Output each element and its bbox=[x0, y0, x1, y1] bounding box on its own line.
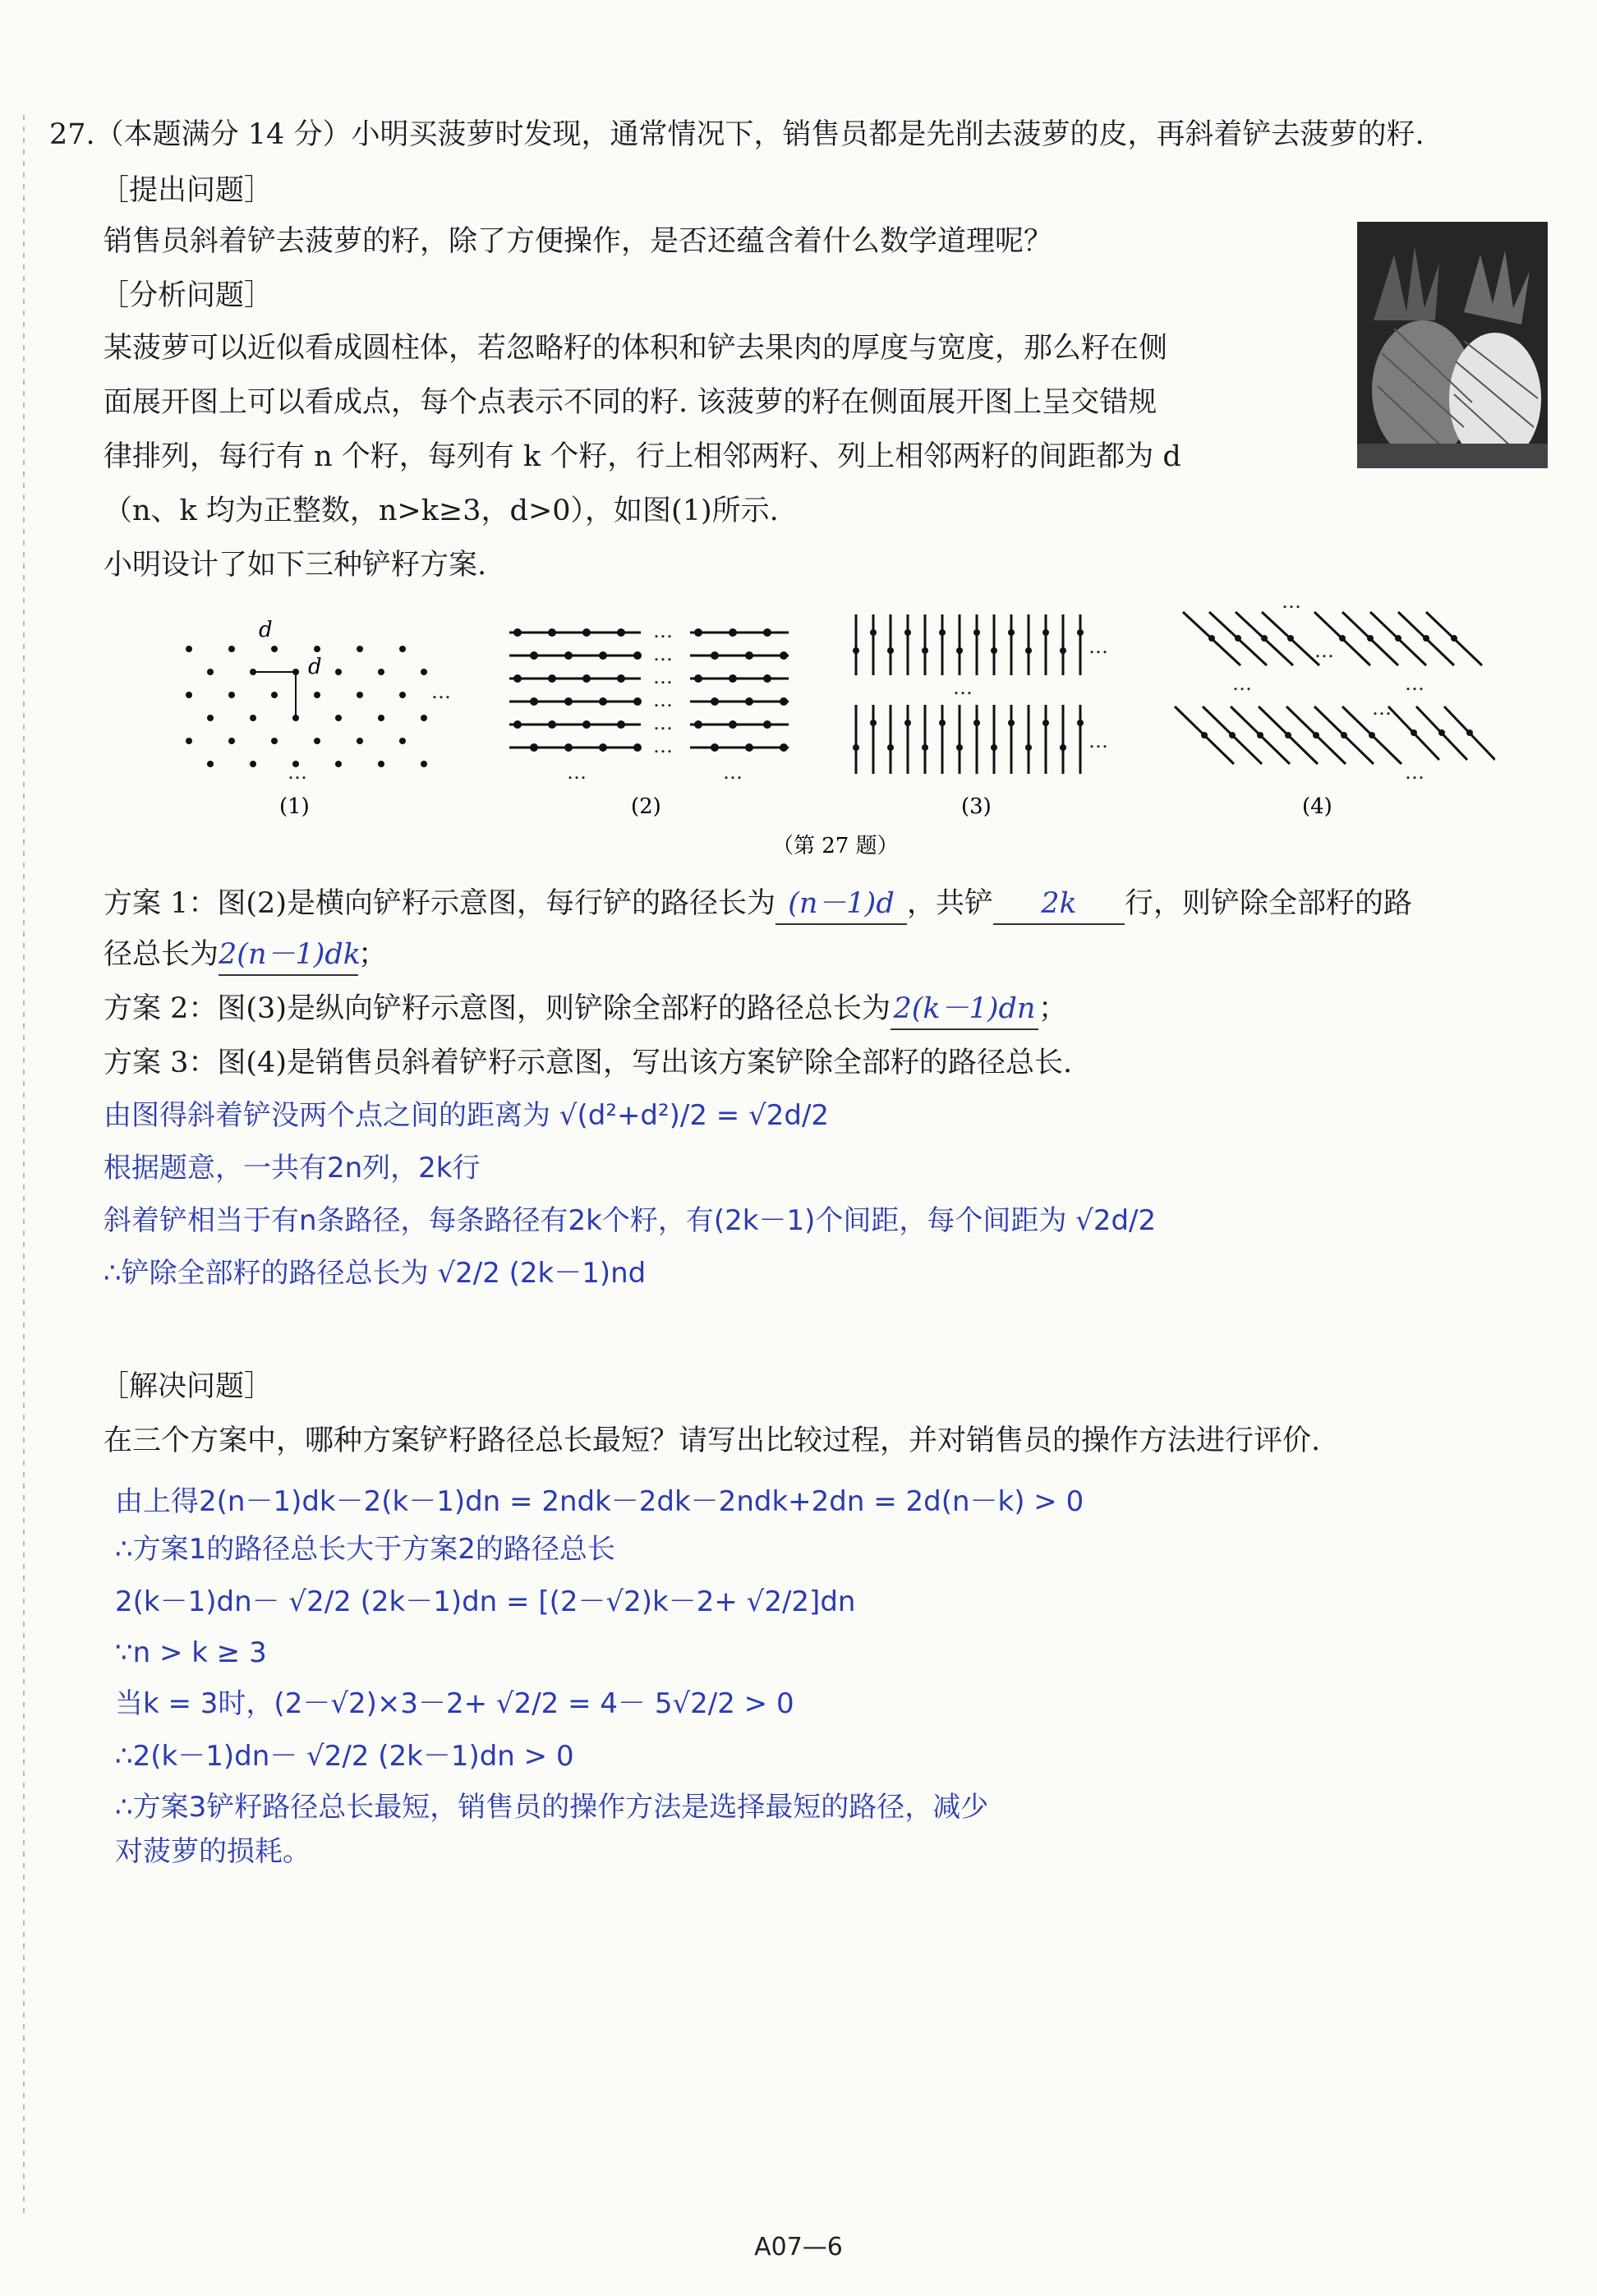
figure-3-vertical-paths bbox=[853, 614, 1108, 774]
analysis-line-4: （n、k 均为正整数，n>k≥3，d>0），如图(1)所示. bbox=[104, 495, 779, 527]
seed-dot bbox=[939, 629, 946, 636]
seed-dot bbox=[399, 646, 406, 652]
seed-dot bbox=[1201, 732, 1208, 738]
seed-dot bbox=[991, 647, 997, 654]
fig4-ellipsis: … bbox=[1405, 761, 1424, 784]
seed-dot bbox=[763, 674, 771, 683]
plan-1-line bbox=[104, 884, 1412, 925]
answer-3-line-2: 根据题意，一共有2n列，2k行 bbox=[104, 1152, 481, 1185]
solve-question: 在三个方案中，哪种方案铲籽路径总长最短？请写出比较过程，并对销售员的操作方法进行评价. bbox=[104, 1424, 1321, 1457]
seed-dot bbox=[956, 647, 963, 654]
seed-dot bbox=[729, 674, 737, 683]
fig2-ellipsis: … bbox=[653, 642, 673, 665]
seed-dot bbox=[694, 720, 702, 729]
seed-dot bbox=[780, 743, 788, 752]
seed-dot bbox=[887, 647, 894, 654]
seed-dot bbox=[1285, 732, 1291, 738]
seed-dot bbox=[250, 715, 256, 721]
plan-1-blank-path-length: (n－1)d bbox=[775, 884, 907, 925]
fig3-ellipsis: … bbox=[1088, 635, 1108, 658]
seed-dot bbox=[357, 692, 363, 698]
seed-dot bbox=[207, 761, 214, 767]
seed-dot bbox=[991, 744, 997, 751]
analysis-line-1: 某菠萝可以近似看成圆柱体，若忽略籽的体积和铲去果肉的厚度与宽度，那么籽在侧 bbox=[104, 332, 1168, 365]
seed-dot bbox=[1261, 635, 1268, 642]
plan-2-line bbox=[104, 989, 1067, 1030]
seed-dot bbox=[1077, 720, 1084, 726]
analysis-line-3: 律排列，每行有 n 个籽，每列有 k 个籽，行上相邻两籽、列上相邻两籽的间距都为 d bbox=[104, 440, 1181, 473]
seed-dot bbox=[745, 743, 753, 752]
seed-dot bbox=[530, 651, 538, 660]
seed-dot bbox=[228, 692, 235, 698]
answer-3-line-4: ∴铲除全部籽的路径总长为 √2/2 (2k－1)nd bbox=[104, 1257, 647, 1290]
seed-dot bbox=[564, 743, 573, 752]
page-number: A07—6 bbox=[754, 2233, 843, 2261]
seed-dot bbox=[186, 646, 192, 652]
seed-dot bbox=[1235, 635, 1241, 642]
seed-dot bbox=[1411, 729, 1417, 736]
seed-dot bbox=[357, 738, 363, 744]
fig2-ellipsis: … bbox=[653, 619, 673, 642]
seed-dot bbox=[513, 720, 522, 729]
answer-3-line-1: 由图得斜着铲没两个点之间的距离为 √(d²+d²)/2 = √2d/2 bbox=[104, 1099, 830, 1132]
seed-dot bbox=[548, 628, 556, 637]
seed-dot bbox=[617, 628, 625, 637]
seed-dot bbox=[1423, 635, 1429, 642]
seed-dot bbox=[271, 646, 278, 652]
plan-1-text-b: ，共铲 bbox=[906, 887, 993, 920]
answer-4-line-8: 对菠萝的损耗。 bbox=[115, 1835, 311, 1868]
seed-dot bbox=[973, 720, 980, 726]
fig1-ellipsis-bottom: … bbox=[288, 761, 307, 784]
seed-dot bbox=[1313, 732, 1319, 738]
seed-dot bbox=[530, 743, 538, 752]
fig2-ellipsis-bottom: … bbox=[723, 761, 743, 784]
seed-dot bbox=[378, 715, 384, 721]
plan-1-text-a: 方案 1：图(2)是横向铲籽示意图，每行铲的路径长为 bbox=[104, 887, 775, 920]
binding-margin-line bbox=[23, 115, 25, 2218]
seed-dot bbox=[939, 720, 946, 726]
seed-dot bbox=[582, 628, 591, 637]
answer-4-line-1: 由上得2(n－1)dk－2(k－1)dn = 2ndk－2dk－2ndk+2dn = 2d(n－k) > 0 bbox=[115, 1485, 1084, 1518]
fig2-ellipsis: … bbox=[653, 734, 673, 757]
seed-dot bbox=[1229, 732, 1236, 738]
seed-dot bbox=[780, 697, 788, 706]
seed-dot bbox=[186, 738, 192, 744]
seed-dot bbox=[1451, 635, 1457, 642]
seed-dot bbox=[763, 720, 771, 729]
seed-dot bbox=[378, 669, 384, 675]
fig2-ellipsis: … bbox=[653, 688, 673, 711]
seed-dot bbox=[582, 674, 591, 683]
seed-dot bbox=[564, 651, 573, 660]
seed-dot bbox=[250, 761, 256, 767]
seed-dot bbox=[599, 651, 607, 660]
fig4-ellipsis: … bbox=[1232, 672, 1252, 695]
fig2-ellipsis: … bbox=[653, 711, 673, 734]
seed-dot bbox=[271, 738, 278, 744]
fig2-ellipsis-bottom: … bbox=[567, 761, 587, 784]
seed-dot bbox=[1466, 729, 1473, 736]
seed-dot bbox=[1008, 629, 1015, 636]
fig-caption-3: (3) bbox=[961, 794, 992, 819]
section-title-solve: ［解决问题］ bbox=[100, 1370, 274, 1403]
figure-2-horizontal-paths bbox=[509, 619, 789, 784]
seed-dot bbox=[314, 738, 320, 744]
seed-dot bbox=[399, 738, 406, 744]
seed-dot bbox=[548, 674, 556, 683]
fig1-label-d-vertical: d bbox=[308, 655, 322, 679]
seed-dot bbox=[745, 697, 753, 706]
plan-3-line: 方案 3：图(4)是销售员斜着铲籽示意图，写出该方案铲除全部籽的路径总长. bbox=[104, 1047, 1073, 1079]
seed-dot bbox=[853, 647, 859, 654]
seed-dot bbox=[186, 692, 192, 698]
seed-dot bbox=[314, 692, 320, 698]
seed-dot bbox=[228, 646, 235, 652]
seed-dot bbox=[1257, 732, 1263, 738]
seed-dot bbox=[617, 720, 625, 729]
seed-dot bbox=[922, 744, 928, 751]
plan-1-text-d: 径总长为 bbox=[104, 938, 219, 971]
seed-dot bbox=[694, 674, 702, 683]
seed-dot bbox=[207, 669, 214, 675]
seed-dot bbox=[617, 674, 625, 683]
plan-1-text-e: ； bbox=[358, 938, 388, 971]
fig4-ellipsis: … bbox=[1405, 672, 1424, 695]
answer-4-line-2: ∴方案1的路径总长大于方案2的路径总长 bbox=[115, 1533, 615, 1566]
seed-dot bbox=[711, 697, 719, 706]
seed-dot bbox=[870, 720, 877, 726]
seed-dot bbox=[1077, 629, 1084, 636]
plan-1-line-2 bbox=[104, 935, 387, 976]
seed-dot bbox=[633, 697, 642, 706]
seed-dot bbox=[956, 744, 963, 751]
seed-dot bbox=[745, 651, 753, 660]
seed-dot bbox=[228, 738, 235, 744]
fig2-ellipsis: … bbox=[653, 665, 673, 688]
seed-dot bbox=[1395, 635, 1401, 642]
seed-dot bbox=[207, 715, 214, 721]
seed-dot bbox=[1060, 744, 1066, 751]
fig3-ellipsis: … bbox=[1088, 729, 1108, 752]
fig-caption-4: (4) bbox=[1302, 794, 1332, 819]
fig-caption-2: (2) bbox=[631, 794, 661, 819]
seed-dot bbox=[973, 629, 980, 636]
fig1-label-d-horizontal: d bbox=[259, 618, 273, 642]
problem-intro: 27.（本题满分 14 分）小明买菠萝时发现，通常情况下，销售员都是先削去菠萝的皮，再斜着铲去菠萝的籽. bbox=[49, 118, 1424, 151]
figure-4-diagonal-paths bbox=[1175, 591, 1495, 784]
plan-1-text-c: 行，则铲除全部籽的路 bbox=[1125, 887, 1413, 920]
question-text: 销售员斜着铲去菠萝的籽，除了方便操作，是否还蕴含着什么数学道理呢？ bbox=[104, 225, 1053, 258]
seed-dot bbox=[729, 720, 737, 729]
seed-dot bbox=[1287, 635, 1294, 642]
seed-dot bbox=[271, 692, 278, 698]
pineapple-photo bbox=[1357, 222, 1548, 468]
fig-caption-1: (1) bbox=[279, 794, 310, 819]
seed-dot bbox=[513, 674, 522, 683]
section-title-analyze: ［分析问题］ bbox=[100, 279, 274, 312]
seed-dot bbox=[1438, 729, 1445, 736]
section-title-raise: ［提出问题］ bbox=[100, 174, 274, 207]
seed-dot bbox=[1042, 629, 1049, 636]
fig3-ellipsis-middle: … bbox=[953, 676, 973, 699]
seed-dot bbox=[335, 669, 342, 675]
seed-dot bbox=[1025, 647, 1032, 654]
seed-dot bbox=[1369, 732, 1375, 738]
plan-2-text-b: ； bbox=[1038, 992, 1067, 1025]
seed-dot bbox=[582, 720, 591, 729]
seed-dot bbox=[548, 720, 556, 729]
seed-dot bbox=[1042, 720, 1049, 726]
seed-dot bbox=[870, 629, 877, 636]
seed-dot bbox=[1367, 635, 1374, 642]
seed-dot bbox=[599, 743, 607, 752]
seed-dot bbox=[1339, 635, 1346, 642]
plan-1-blank-total: 2(n－1)dk bbox=[219, 935, 358, 976]
seed-dot bbox=[421, 761, 427, 767]
answer-4-line-3: 2(k－1)dn－ √2/2 (2k－1)dn = [(2－√2)k－2+ √2/2]dn bbox=[115, 1585, 856, 1618]
figure-27 bbox=[164, 591, 1495, 863]
seed-dot bbox=[335, 761, 342, 767]
answer-4-line-6: ∴2(k－1)dn－ √2/2 (2k－1)dn > 0 bbox=[115, 1740, 574, 1773]
answer-4-line-7: ∴方案3铲籽路径总长最短，销售员的操作方法是选择最短的路径，减少 bbox=[115, 1791, 989, 1824]
seed-dot bbox=[694, 628, 702, 637]
seed-dot bbox=[1060, 647, 1066, 654]
seed-dot bbox=[1025, 744, 1032, 751]
seed-dot bbox=[711, 651, 719, 660]
seed-dot bbox=[530, 697, 538, 706]
seed-dot bbox=[711, 743, 719, 752]
answer-4-line-4: ∵n > k ≥ 3 bbox=[115, 1636, 267, 1669]
seed-dot bbox=[887, 744, 894, 751]
fig4-ellipsis: … bbox=[1282, 591, 1301, 613]
seed-dot bbox=[564, 697, 573, 706]
seed-dot bbox=[1008, 720, 1015, 726]
seed-dot bbox=[1208, 635, 1215, 642]
seed-dot bbox=[904, 629, 911, 636]
seed-dot bbox=[599, 697, 607, 706]
fig1-ellipsis-right: … bbox=[431, 680, 451, 703]
fig4-ellipsis: … bbox=[1372, 697, 1392, 720]
seed-dot bbox=[1341, 732, 1347, 738]
seed-dot bbox=[378, 761, 384, 767]
figure-title: （第 27 题） bbox=[772, 834, 899, 858]
seed-dot bbox=[633, 651, 642, 660]
seed-dot bbox=[904, 720, 911, 726]
seed-dot bbox=[421, 669, 427, 675]
plan-2-text-a: 方案 2：图(3)是纵向铲籽示意图，则铲除全部籽的路径总长为 bbox=[104, 992, 891, 1025]
seed-dot bbox=[763, 628, 771, 637]
seed-dot bbox=[853, 744, 859, 751]
analysis-line-5: 小明设计了如下三种铲籽方案. bbox=[104, 549, 487, 582]
fig4-ellipsis: … bbox=[1314, 639, 1334, 662]
seed-dot bbox=[729, 628, 737, 637]
seed-dot bbox=[357, 646, 363, 652]
seed-dot bbox=[780, 651, 788, 660]
answer-4-line-5: 当k = 3时，(2－√2)×3－2+ √2/2 = 4－ 5√2/2 > 0 bbox=[115, 1687, 794, 1720]
seed-dot bbox=[314, 646, 320, 652]
analysis-line-2: 面展开图上可以看成点，每个点表示不同的籽. 该菠萝的籽在侧面展开图上呈交错规 bbox=[104, 386, 1157, 419]
plan-2-blank-total: 2(k－1)dn bbox=[891, 989, 1038, 1030]
plan-1-blank-rows: 2k bbox=[993, 884, 1125, 925]
seed-dot bbox=[335, 715, 342, 721]
seed-dot bbox=[513, 628, 522, 637]
seed-dot bbox=[633, 743, 642, 752]
seed-dot bbox=[922, 647, 928, 654]
seed-dot bbox=[421, 715, 427, 721]
seed-dot bbox=[399, 692, 406, 698]
answer-3-line-3: 斜着铲相当于有n条路径，每条路径有2k个籽，有(2k－1)个间距，每个间距为 √2d/2 bbox=[104, 1204, 1157, 1237]
